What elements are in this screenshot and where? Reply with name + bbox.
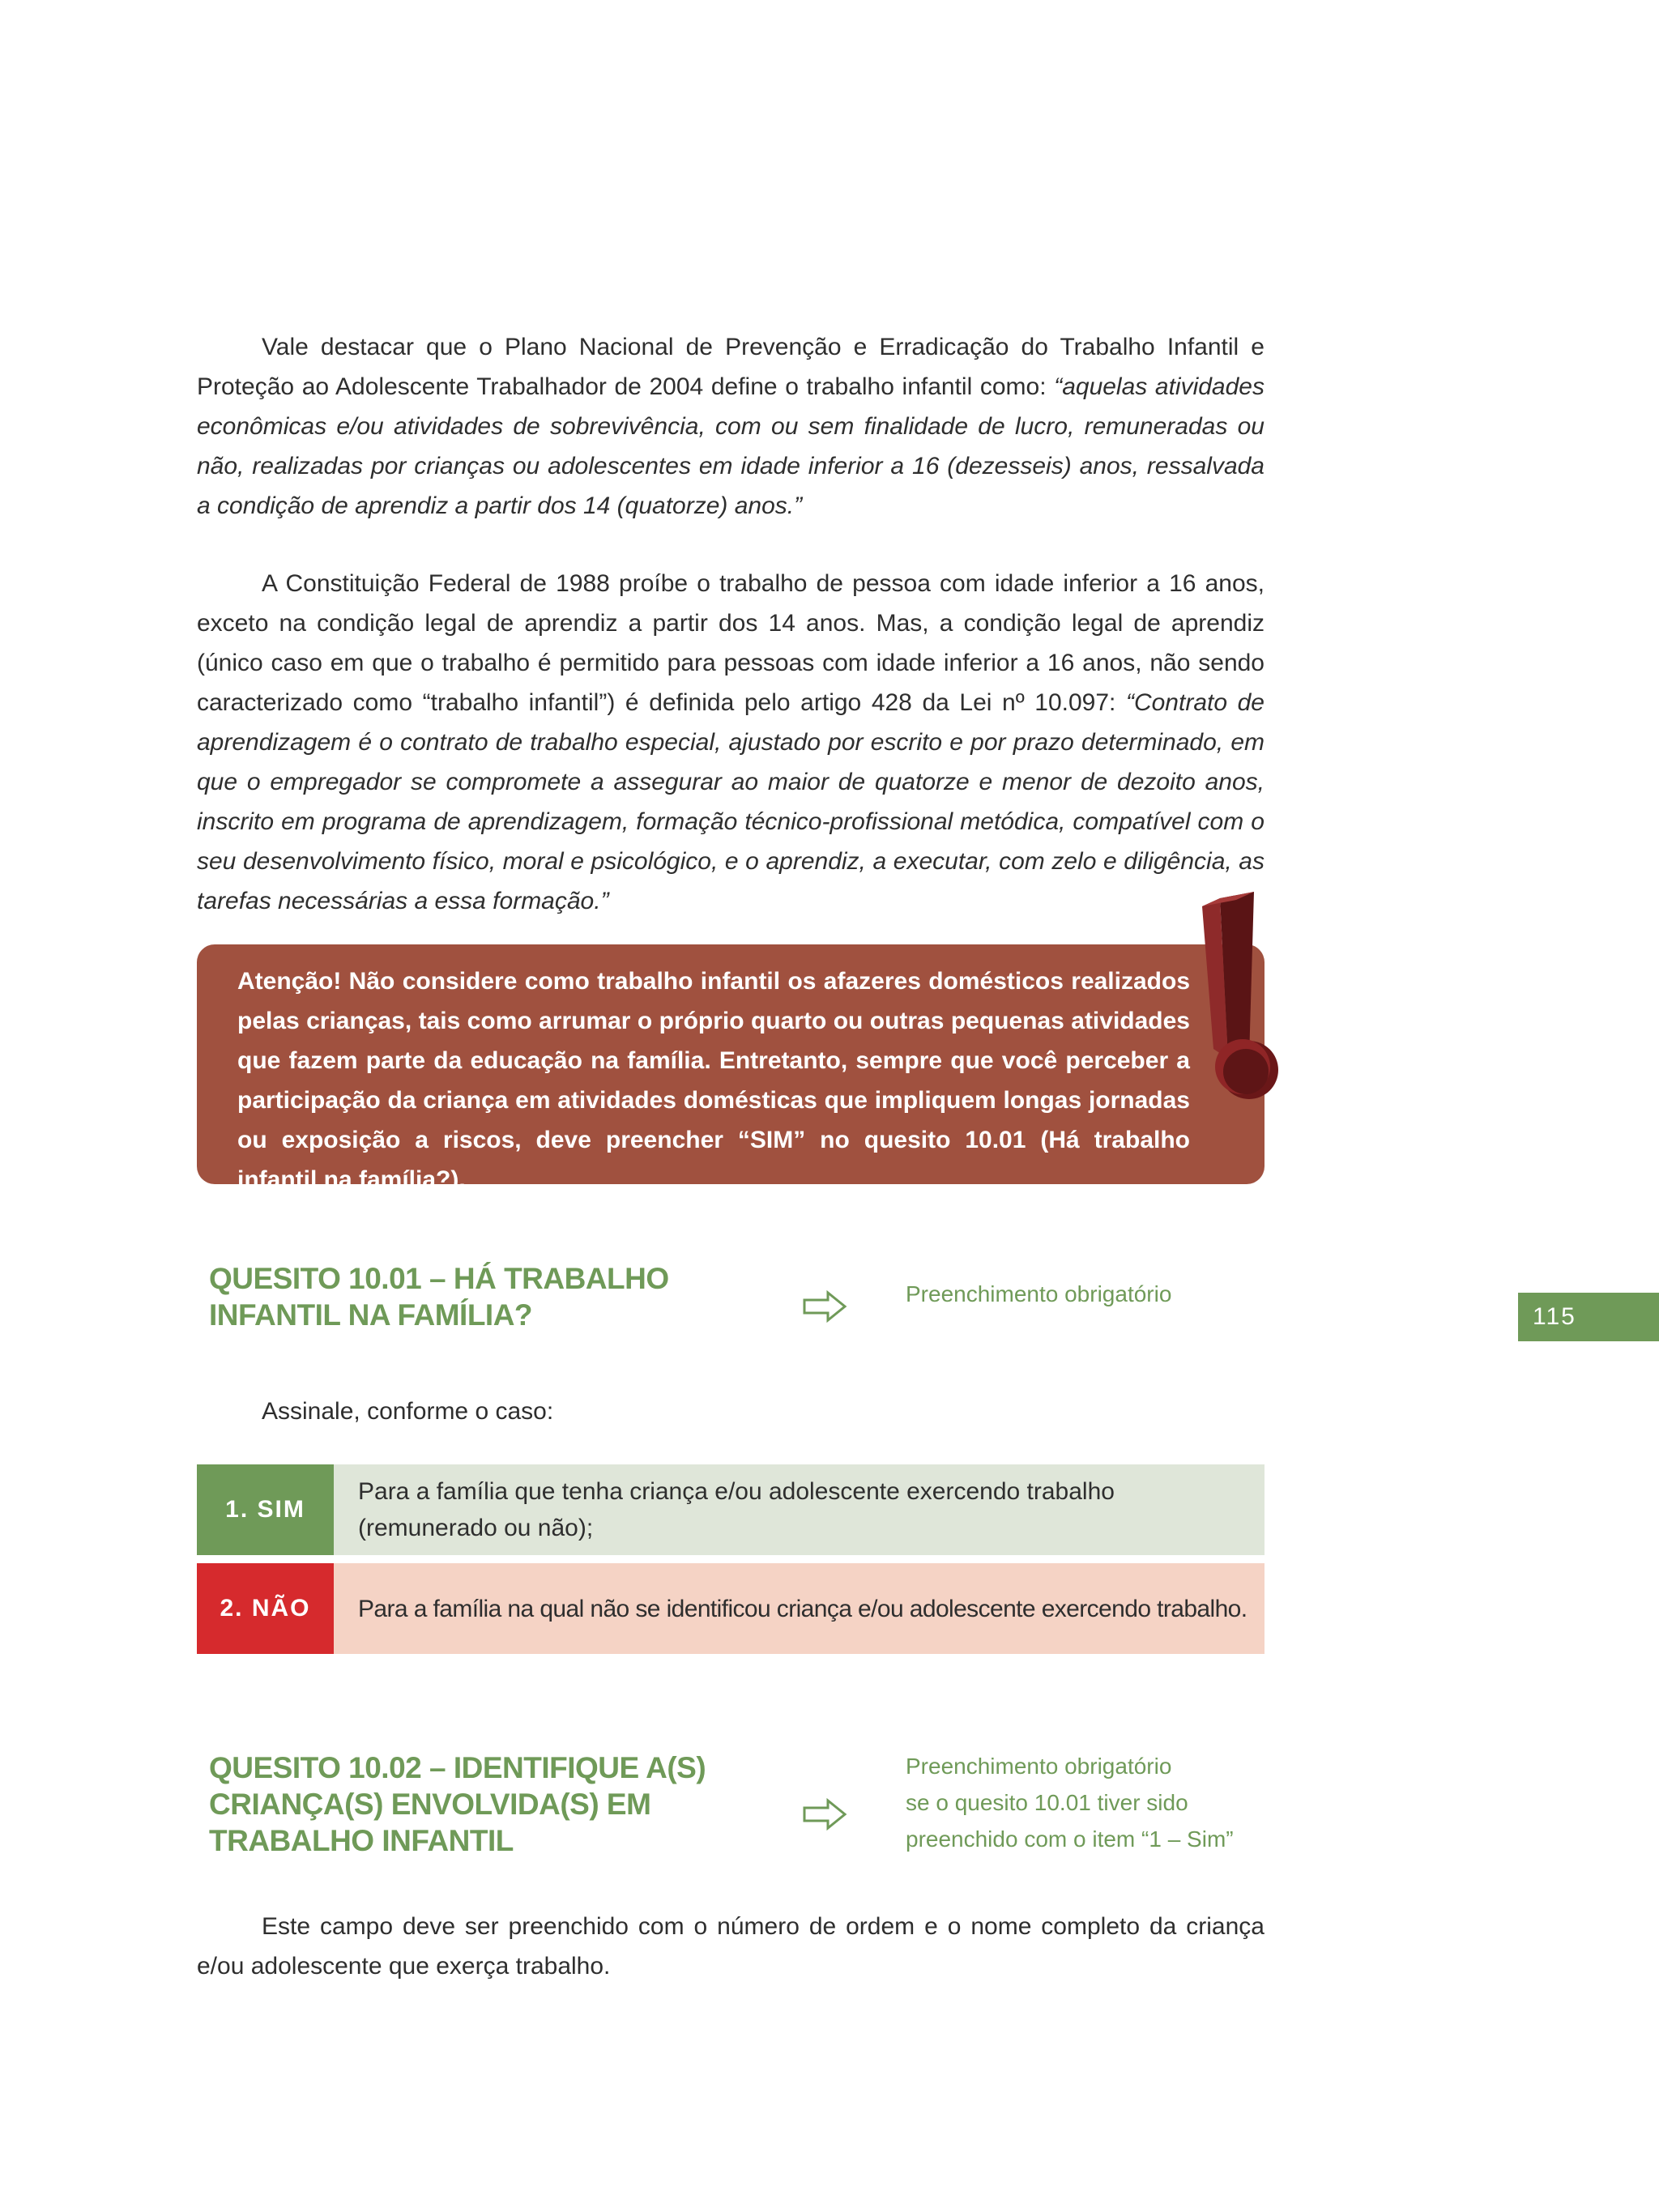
arrow-right-icon — [802, 1798, 847, 1831]
quesito-1001-note: Preenchimento obrigatório — [906, 1281, 1172, 1306]
quesito-1002-paragraph: Este campo deve ser preenchido com o número de ordem e o nome completo da criança e/ou adolescente que exerça trabalho. — [197, 1913, 1265, 1980]
quesito-1002-note: Preenchimento obrigatório se o quesito 10.01 tiver sido preenchido com o item “1 – Sim” — [906, 1754, 1234, 1852]
option-nao-row — [197, 1563, 1265, 1654]
quesito-1002-title: QUESITO 10.02 – IDENTIFIQUE A(S) CRIANÇA(S) ENVOLVIDA(S) EM TRABALHO INFANTIL — [209, 1751, 706, 1857]
option-sim-text: Para a família que tenha criança e/ou adolescente exercendo trabalho (remunerado ou não); — [334, 1464, 1265, 1555]
exclamation-icon — [1191, 887, 1296, 1104]
attention-text: Atenção! Não considere como trabalho infantil os afazeres domésticos realizados pelas crianças, tais como arrumar o próprio quarto ou outras pequenas atividades que fazem parte da educação na família. Entretanto, sempre que você perceber a participação da criança em atividades domésticas que impliquem longas jornadas ou exposição a riscos, deve preencher “SIM” no quesito 10.01 (Há trabalho infantil na família?). — [237, 968, 1190, 1193]
option-nao-text: Para a família na qual não se identificou criança e/ou adolescente exercendo trabalho. — [334, 1563, 1265, 1654]
option-sim-row — [197, 1464, 1265, 1555]
attention-box — [197, 944, 1265, 1193]
intro-paragraph-1: Vale destacar que o Plano Nacional de Prevenção e Erradicação do Trabalho Infantil e Proteção ao Adolescente Trabalhador de 2004 define o trabalho infantil como: “aquelas atividades econômicas e/ou atividades de sobrevivência, com ou sem finalidade de lucro, remuneradas ou não, realizadas por crianças ou adolescentes em idade inferior a 16 (dezesseis) anos, ressalvada a condição de aprendiz a partir dos 14 (quatorze) anos.” — [197, 334, 1265, 519]
page-number: 115 — [1518, 1293, 1659, 1341]
arrow-right-icon — [802, 1290, 847, 1323]
option-sim-code: 1. SIM — [197, 1464, 334, 1555]
intro-paragraph-2: A Constituição Federal de 1988 proíbe o trabalho de pessoa com idade inferior a 16 anos, exceto na condição legal de aprendiz a partir dos 14 anos. Mas, a condição legal de aprendiz (único caso em que o trabalho é permitido para pessoas com idade inferior a 16 anos, não sendo caracterizado como “trabalho infantil”) é definida pelo artigo 428 da Lei nº 10.097: “Contrato de aprendizagem é o contrato de trabalho especial, ajustado por escrito e por prazo determinado, em que o empregador se compromete a assegurar ao maior de quatorze e menor de dezoito anos, inscrito em programa de aprendizagem, formação técnico-profissional metódica, compatível com o seu desenvolvimento físico, moral e psicológico, e o aprendiz, a executar, com zelo e diligência, as tarefas necessárias a essa formação.” — [197, 570, 1265, 914]
quesito-1001-title: QUESITO 10.01 – HÁ TRABALHO INFANTIL NA FAMÍLIA? — [209, 1262, 669, 1332]
option-nao-code: 2. NÃO — [197, 1563, 334, 1654]
instruction-text: Assinale, conforme o caso: — [262, 1398, 554, 1425]
